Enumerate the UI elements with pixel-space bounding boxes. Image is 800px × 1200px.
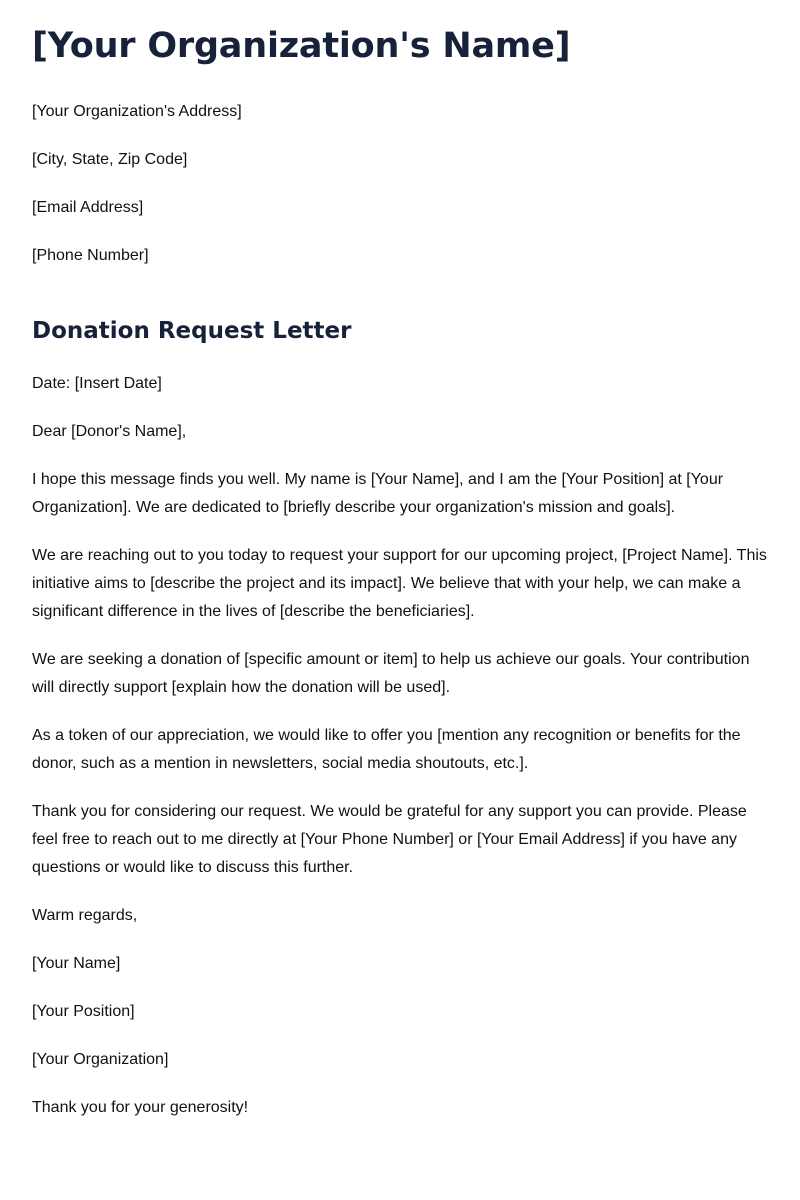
letter-paragraph-intro: I hope this message finds you well. My name is [Your Name], and I am the [Your Position] at [Your Organization]. We are dedicated to [briefly describe your organization's mission and goals]. — [32, 471, 724, 516]
letter-paragraph-donation: We are seeking a donation of [specific amount or item] to help us achieve our goals. Your contribution will directly support [explain how the donation will be used]. — [32, 651, 750, 696]
organization-address: [Your Organization's Address] — [32, 103, 242, 120]
letter-closing: Warm regards, — [32, 907, 138, 924]
letter-paragraph-project: We are reaching out to you today to request your support for our upcoming project, [Project Name]. This initiative aims to [describe the project and its impact]. We believe that with your help, we can make a significant difference in the lives of [describe the beneficiaries]. — [32, 547, 767, 620]
letter-paragraph-appreciation: As a token of our appreciation, we would like to offer you [mention any recognition or benefits for the donor, such as a mention in newsletters, social media shoutouts, etc.]. — [32, 727, 741, 772]
organization-contact-block — [32, 98, 768, 270]
signature-position: [Your Position] — [32, 1003, 135, 1020]
organization-name-heading: [Your Organization's Name] — [32, 26, 571, 66]
organization-city-state-zip: [City, State, Zip Code] — [32, 151, 188, 168]
organization-email: [Email Address] — [32, 199, 144, 216]
letter-title: Donation Request Letter — [32, 318, 352, 344]
signature-organization: [Your Organization] — [32, 1051, 169, 1068]
letter-paragraph-contact: Thank you for considering our request. We would be grateful for any support you can provide. Please feel free to reach out to me directly at [Your Phone Number] or [Your Email Address] if you have any questions or would like to discuss this further. — [32, 803, 747, 876]
letter-postscript: Thank you for your generosity! — [32, 1099, 249, 1116]
letter-salutation: Dear [Donor's Name], — [32, 423, 187, 440]
letter-body — [32, 370, 768, 1122]
organization-phone: [Phone Number] — [32, 247, 149, 264]
signature-name: [Your Name] — [32, 955, 121, 972]
letter-date: Date: [Insert Date] — [32, 375, 162, 392]
